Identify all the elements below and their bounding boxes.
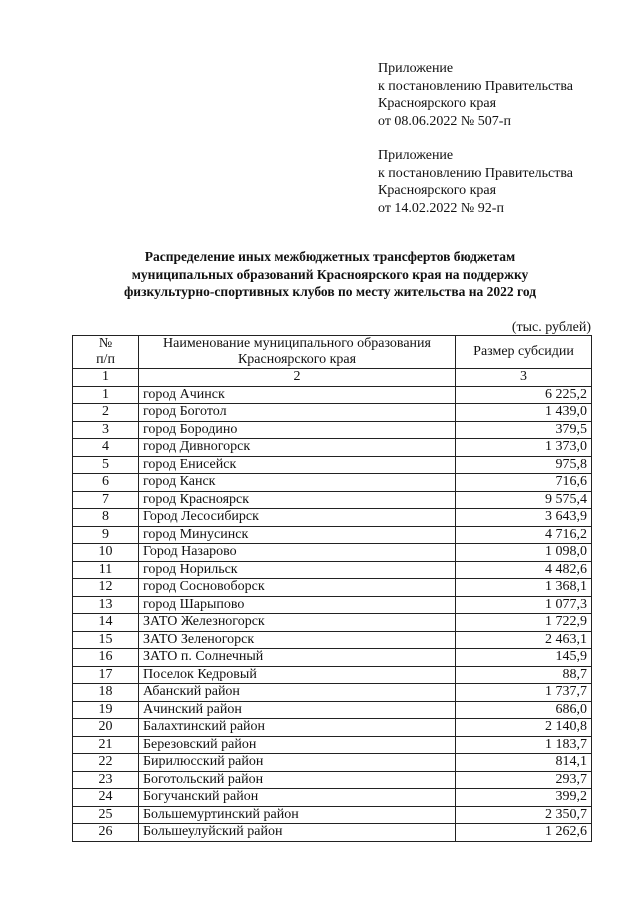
table-row: [73, 526, 592, 544]
subsidy-amount: 399,2: [456, 789, 592, 807]
appendix-line: Красноярского края: [378, 183, 497, 198]
row-number: 8: [73, 509, 139, 527]
municipality-name: Город Назарово: [139, 544, 456, 562]
row-number: 22: [73, 754, 139, 772]
row-number: 25: [73, 806, 139, 824]
subsidy-amount: 814,1: [456, 754, 592, 772]
header-number: [73, 336, 139, 369]
municipality-name: город Минусинск: [139, 526, 456, 544]
municipality-name: ЗАТО Железногорск: [139, 614, 456, 632]
row-number: 18: [73, 684, 139, 702]
title-line: Распределение иных межбюджетных трансфертов бюджетам: [144, 249, 516, 264]
table-row: [73, 789, 592, 807]
table-row: [73, 614, 592, 632]
subsidy-amount: 1 439,0: [456, 404, 592, 422]
municipality-name: Поселок Кедровый: [139, 666, 456, 684]
table-row: [73, 596, 592, 614]
table-row: [73, 684, 592, 702]
table-row: [73, 544, 592, 562]
table-row: [73, 509, 592, 527]
header-number-line2: п/п: [96, 352, 115, 367]
row-number: 12: [73, 579, 139, 597]
municipality-name: город Канск: [139, 474, 456, 492]
row-number: 26: [73, 824, 139, 842]
table-row: [73, 439, 592, 457]
table-row: [73, 701, 592, 719]
municipality-name: Боготольский район: [139, 771, 456, 789]
municipality-name: город Красноярск: [139, 491, 456, 509]
row-number: 6: [73, 474, 139, 492]
municipality-name: Ачинский район: [139, 701, 456, 719]
municipality-name: город Дивногорск: [139, 439, 456, 457]
title-line: муниципальных образований Красноярского края на поддержку: [131, 266, 529, 282]
header-municipality: Наименование муниципального образования Красноярского края: [139, 336, 456, 369]
row-number: 14: [73, 614, 139, 632]
municipality-name: Абанский район: [139, 684, 456, 702]
subsidy-amount: 1 722,9: [456, 614, 592, 632]
municipality-name: Богучанский район: [139, 789, 456, 807]
municipality-name: город Боготол: [139, 404, 456, 422]
row-number: 23: [73, 771, 139, 789]
subsidy-amount: 2 350,7: [456, 806, 592, 824]
subsidy-amount: 686,0: [456, 701, 592, 719]
table-row: [73, 771, 592, 789]
row-number: 5: [73, 456, 139, 474]
appendix-line: от 08.06.2022 № 507-п: [378, 113, 511, 129]
appendix-block-current: [378, 60, 628, 130]
table-row: [73, 649, 592, 667]
table-row: [73, 806, 592, 824]
row-number: 2: [73, 404, 139, 422]
row-number: 16: [73, 649, 139, 667]
table-row: [73, 404, 592, 422]
subsidy-amount: 9 575,4: [456, 491, 592, 509]
header-number-line1: №: [98, 336, 113, 351]
subsidy-amount: 4 482,6: [456, 561, 592, 579]
subsidy-amount: 1 077,3: [456, 596, 592, 614]
column-index-row: [73, 369, 592, 387]
row-number: 20: [73, 719, 139, 737]
table-row: [73, 754, 592, 772]
municipality-name: ЗАТО Зеленогорск: [139, 631, 456, 649]
municipality-name: город Енисейск: [139, 456, 456, 474]
subsidy-amount: 1 737,7: [456, 684, 592, 702]
municipality-name: Балахтинский район: [139, 719, 456, 737]
row-number: 11: [73, 561, 139, 579]
table-row: [73, 579, 592, 597]
row-number: 1: [73, 386, 139, 404]
table-row: [73, 824, 592, 842]
row-number: 13: [73, 596, 139, 614]
row-number: 3: [73, 421, 139, 439]
table-row: [73, 456, 592, 474]
subsidy-amount: 4 716,2: [456, 526, 592, 544]
municipality-name: город Норильск: [139, 561, 456, 579]
table-row: [73, 631, 592, 649]
subsidy-amount: 1 262,6: [456, 824, 592, 842]
subsidy-amount: 2 140,8: [456, 719, 592, 737]
subsidy-amount: 379,5: [456, 421, 592, 439]
row-number: 7: [73, 491, 139, 509]
subsidy-amount: 3 643,9: [456, 509, 592, 527]
appendix-line: к постановлению Правительства: [378, 78, 574, 94]
table-row: [73, 474, 592, 492]
subsidy-amount: 88,7: [456, 666, 592, 684]
table-row: [73, 561, 592, 579]
municipality-name: ЗАТО п. Солнечный: [139, 649, 456, 667]
municipality-name: город Сосновоборск: [139, 579, 456, 597]
appendix-line: от 14.02.2022 № 92-п: [378, 200, 504, 216]
municipality-name: Бирилюсский район: [139, 754, 456, 772]
table-row: [73, 736, 592, 754]
table-header-row: [73, 336, 592, 369]
municipality-name: город Шарыпово: [139, 596, 456, 614]
table-row: [73, 491, 592, 509]
subsidy-amount: 1 098,0: [456, 544, 592, 562]
title-line: физкультурно-спортивных клубов по месту жительства на 2022 год: [123, 284, 537, 299]
subsidy-amount: 975,8: [456, 456, 592, 474]
municipality-name: Березовский район: [139, 736, 456, 754]
appendix-line: Приложение: [378, 61, 454, 76]
document-title: [80, 248, 580, 301]
row-number: 19: [73, 701, 139, 719]
row-number: 21: [73, 736, 139, 754]
row-number: 9: [73, 526, 139, 544]
appendix-line: к постановлению Правительства: [378, 165, 574, 181]
column-index: 2: [139, 369, 456, 387]
subsidy-amount: 1 183,7: [456, 736, 592, 754]
row-number: 15: [73, 631, 139, 649]
row-number: 4: [73, 439, 139, 457]
subsidy-amount: 2 463,1: [456, 631, 592, 649]
table-row: [73, 386, 592, 404]
column-index: 1: [73, 369, 139, 387]
table-row: [73, 421, 592, 439]
subsidy-amount: 1 373,0: [456, 439, 592, 457]
subsidy-amount: 293,7: [456, 771, 592, 789]
appendix-line: Красноярского края: [378, 96, 497, 111]
appendix-block-original: [378, 147, 628, 217]
municipality-name: город Ачинск: [139, 386, 456, 404]
municipality-name: Город Лесосибирск: [139, 509, 456, 527]
subsidy-amount: 1 368,1: [456, 579, 592, 597]
table-row: [73, 666, 592, 684]
units-label: (тыс. рублей): [511, 320, 591, 335]
row-number: 10: [73, 544, 139, 562]
subsidy-amount: 6 225,2: [456, 386, 592, 404]
subsidy-amount: 716,6: [456, 474, 592, 492]
municipality-name: город Бородино: [139, 421, 456, 439]
column-index: 3: [456, 369, 592, 387]
appendix-line: Приложение: [378, 148, 454, 163]
municipality-name: Большемуртинский район: [139, 806, 456, 824]
row-number: 17: [73, 666, 139, 684]
subsidy-table: [72, 335, 592, 842]
table-row: [73, 719, 592, 737]
header-subsidy: Размер субсидии: [456, 336, 592, 369]
subsidy-amount: 145,9: [456, 649, 592, 667]
municipality-name: Большеулуйский район: [139, 824, 456, 842]
row-number: 24: [73, 789, 139, 807]
